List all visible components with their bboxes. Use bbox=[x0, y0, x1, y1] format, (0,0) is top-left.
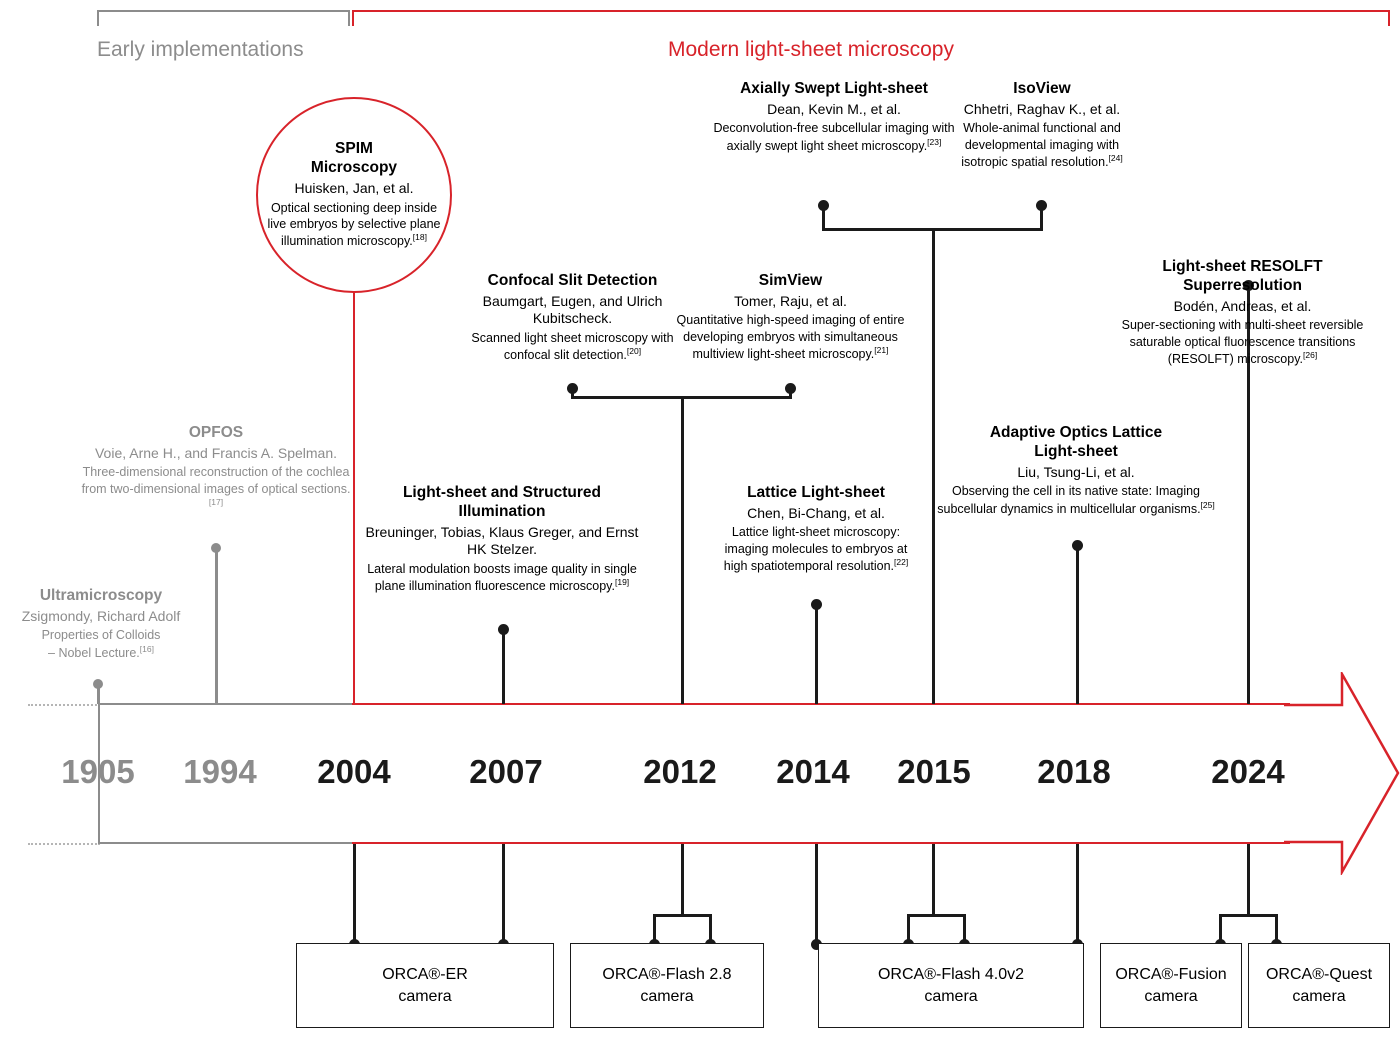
entry-resolft-title-line2: Superresolution bbox=[1183, 276, 1302, 294]
entry-opfos-desc: Three-dimensional reconstruction of the cochlea from two-dimensional images of optical sections.[17] bbox=[81, 465, 351, 507]
early-era-tick-right bbox=[348, 10, 350, 26]
year-label-2018: 2018 bbox=[1037, 753, 1111, 790]
dot-confocal-slit bbox=[567, 383, 578, 394]
dot-ultramicroscopy bbox=[93, 679, 103, 689]
dot-lattice bbox=[811, 599, 822, 610]
entry-resolft-authors: Bodén, Andreas, et al. bbox=[1173, 297, 1312, 314]
cam-bracket-2012 bbox=[653, 914, 711, 917]
entry-ultramicroscopy-desc2: – Nobel Lecture.[16] bbox=[48, 643, 154, 660]
entry-structured-illumination-title-line2: Illumination bbox=[458, 502, 546, 520]
entry-ultramicroscopy bbox=[8, 587, 194, 661]
year-label-2014: 2014 bbox=[776, 753, 850, 790]
camera-sub-orca-fusion: camera bbox=[1144, 987, 1198, 1005]
entry-ultramicroscopy-desc: Properties of Colloids bbox=[41, 628, 161, 643]
modern-era-tick-right bbox=[1388, 10, 1390, 26]
stem-opfos bbox=[215, 548, 218, 704]
camera-name-orca-er: ORCA®-ER bbox=[382, 965, 468, 983]
entry-isoview-title: IsoView bbox=[1013, 80, 1071, 97]
entry-axially-swept bbox=[710, 80, 958, 154]
cam-stem-2004 bbox=[353, 844, 356, 943]
dot-simview bbox=[785, 383, 796, 394]
entry-confocal-slit bbox=[459, 272, 686, 364]
entry-spim-desc: Optical sectioning deep inside live embryos by selective plane illumination microscopy.[18] bbox=[267, 200, 441, 249]
entry-lattice-ref: [22] bbox=[894, 556, 909, 567]
entry-lattice-desc: Lattice light-sheet microscopy: imaging molecules to embryos at high spatiotemporal resolution.[22] bbox=[723, 525, 909, 574]
dot-structured-illumination bbox=[498, 624, 509, 635]
dot-opfos bbox=[211, 543, 221, 553]
entry-isoview-desc: Whole-animal functional and developmental imaging with isotropic spatial resolution.[24] bbox=[961, 121, 1123, 170]
entry-adaptive-optics bbox=[930, 424, 1222, 517]
entry-spim-title-line2: Microscopy bbox=[310, 159, 398, 177]
axis-dotted-left-bottom bbox=[28, 843, 100, 845]
entry-axially-swept-desc: Deconvolution-free subcellular imaging with axially swept light sheet microscopy.[23] bbox=[713, 121, 955, 153]
entry-axially-swept-title: Axially Swept Light-sheet bbox=[740, 80, 928, 97]
dot-isoview bbox=[1036, 200, 1047, 211]
stem-adaptive-optics bbox=[1076, 546, 1079, 704]
entry-isoview-authors: Chhetri, Raghav K., et al. bbox=[963, 100, 1121, 117]
stem-structured-illumination bbox=[502, 630, 505, 704]
camera-box-orca-fusion bbox=[1100, 943, 1242, 1028]
entry-axially-swept-authors: Dean, Kevin M., et al. bbox=[767, 100, 901, 117]
stem-lattice bbox=[815, 605, 818, 704]
entry-adaptive-optics-ref: [25] bbox=[1200, 499, 1215, 510]
entry-confocal-slit-title: Confocal Slit Detection bbox=[487, 272, 658, 289]
bracket-axially-isoview bbox=[822, 228, 1043, 231]
year-label-1994: 1994 bbox=[183, 753, 257, 790]
axis-grey-bottom bbox=[98, 842, 354, 844]
cam-stem-2015 bbox=[932, 844, 935, 916]
entry-adaptive-optics-desc: Observing the cell in its native state: Imaging subcellular dynamics in multicellular organisms.[25] bbox=[937, 484, 1215, 516]
camera-name-orca-flash-40v2: ORCA®-Flash 4.0v2 bbox=[877, 965, 1025, 983]
entry-opfos-title: OPFOS bbox=[188, 424, 244, 441]
entry-spim-title-line1: SPIM bbox=[335, 140, 373, 158]
cam-stem-2018 bbox=[1076, 844, 1079, 943]
entry-simview bbox=[668, 272, 913, 362]
camera-name-orca-flash-28: ORCA®-Flash 2.8 bbox=[602, 965, 732, 983]
axis-red-top bbox=[352, 703, 1290, 705]
entry-isoview-ref: [24] bbox=[1108, 152, 1123, 163]
axis-grey-top bbox=[98, 703, 354, 705]
camera-name-orca-fusion: ORCA®-Fusion bbox=[1115, 965, 1227, 983]
entry-ultramicroscopy-ref: [16] bbox=[139, 643, 154, 654]
entry-confocal-slit-ref: [20] bbox=[626, 346, 642, 357]
early-era-label: Early implementations bbox=[97, 38, 304, 61]
entry-resolft-ref: [26] bbox=[1303, 349, 1318, 360]
axis-red-bottom bbox=[352, 842, 1290, 844]
camera-sub-orca-quest: camera bbox=[1292, 987, 1346, 1005]
year-label-2024: 2024 bbox=[1211, 753, 1285, 790]
entry-opfos bbox=[75, 424, 357, 514]
entry-lattice-title: Lattice Light-sheet bbox=[747, 484, 885, 501]
entry-isoview bbox=[947, 80, 1137, 170]
dot-adaptive-optics bbox=[1072, 540, 1083, 551]
camera-name-orca-quest: ORCA®-Quest bbox=[1265, 965, 1373, 983]
camera-box-orca-quest bbox=[1248, 943, 1390, 1028]
entry-resolft-desc: Super-sectioning with multi-sheet reversible saturable optical fluorescence transitions (RESOLFT) microscopy.[26] bbox=[1121, 318, 1364, 366]
modern-era-tick-left bbox=[352, 10, 354, 26]
entry-ultramicroscopy-authors: Zsigmondy, Richard Adolf bbox=[21, 607, 181, 624]
camera-sub-orca-flash-28: camera bbox=[640, 987, 694, 1005]
axis-dotted-left-top bbox=[28, 704, 100, 706]
entry-simview-ref: [21] bbox=[874, 344, 889, 355]
cam-bracket-2024 bbox=[1219, 914, 1277, 917]
camera-box-orca-flash-28 bbox=[570, 943, 764, 1028]
entry-confocal-slit-authors: Baumgart, Eugen, and Ulrich Kubitscheck. bbox=[482, 292, 663, 327]
entry-lattice bbox=[714, 484, 918, 574]
entry-adaptive-optics-title-line2: Light-sheet bbox=[1034, 442, 1118, 460]
entry-opfos-authors: Voie, Arne H., and Francis A. Spelman. bbox=[94, 444, 338, 461]
camera-box-orca-flash-40v2 bbox=[818, 943, 1084, 1028]
year-label-2007: 2007 bbox=[469, 753, 543, 790]
entry-simview-authors: Tomer, Raju, et al. bbox=[734, 292, 847, 309]
bracket-2012-2014 bbox=[571, 396, 792, 399]
modern-era-bar bbox=[352, 10, 1390, 12]
entry-resolft-title-line1: Light-sheet RESOLFT bbox=[1162, 258, 1323, 275]
entry-structured-illumination-authors: Breuninger, Tobias, Klaus Greger, and Ernst HK Stelzer. bbox=[365, 523, 639, 558]
entry-structured-illumination-ref: [19] bbox=[614, 577, 630, 588]
year-label-1905: 1905 bbox=[61, 753, 135, 790]
entry-adaptive-optics-title-line1: Adaptive Optics Lattice bbox=[989, 424, 1163, 441]
entry-confocal-slit-desc: Scanned light sheet microscopy with confocal slit detection.[20] bbox=[471, 330, 674, 363]
entry-structured-illumination bbox=[362, 484, 642, 594]
year-label-2015: 2015 bbox=[897, 753, 971, 790]
early-era-tick-left bbox=[97, 10, 99, 26]
entry-structured-illumination-title-line1: Light-sheet and Structured bbox=[402, 484, 602, 501]
cam-stem-2014 bbox=[815, 844, 818, 943]
entry-resolft bbox=[1100, 258, 1385, 367]
entry-axially-swept-ref: [23] bbox=[927, 136, 942, 147]
entry-lattice-authors: Chen, Bi-Chang, et al. bbox=[747, 504, 885, 521]
cam-bracket-2015 bbox=[907, 914, 965, 917]
early-era-bar bbox=[97, 10, 350, 12]
entry-simview-title: SimView bbox=[758, 272, 823, 289]
cam-stem-2024 bbox=[1247, 844, 1250, 916]
entry-opfos-ref: [17] bbox=[208, 496, 224, 507]
modern-era-label: Modern light-sheet microscopy bbox=[668, 38, 954, 61]
entry-adaptive-optics-authors: Liu, Tsung-Li, et al. bbox=[1017, 463, 1135, 480]
camera-sub-orca-er: camera bbox=[398, 987, 452, 1005]
camera-box-orca-er bbox=[296, 943, 554, 1028]
camera-sub-orca-flash-40v2: camera bbox=[924, 987, 978, 1005]
entry-spim bbox=[265, 140, 443, 249]
cam-stem-2007 bbox=[502, 844, 505, 943]
entry-spim-ref: [18] bbox=[412, 232, 427, 243]
entry-structured-illumination-desc: Lateral modulation boosts image quality in single plane illumination fluorescence microscopy.[19] bbox=[367, 561, 637, 594]
cam-stem-2012 bbox=[681, 844, 684, 916]
year-label-2004: 2004 bbox=[317, 753, 391, 790]
entry-simview-desc: Quantitative high-speed imaging of entire developing embryos with simultaneous multiview light-sheet microscopy.[21] bbox=[676, 313, 905, 362]
year-label-2012: 2012 bbox=[643, 753, 717, 790]
dot-axially-swept bbox=[818, 200, 829, 211]
entry-ultramicroscopy-title: Ultramicroscopy bbox=[39, 587, 163, 604]
spim-circle bbox=[256, 97, 452, 293]
stem-2012-main bbox=[681, 396, 684, 704]
entry-spim-authors: Huisken, Jan, et al. bbox=[294, 180, 414, 197]
